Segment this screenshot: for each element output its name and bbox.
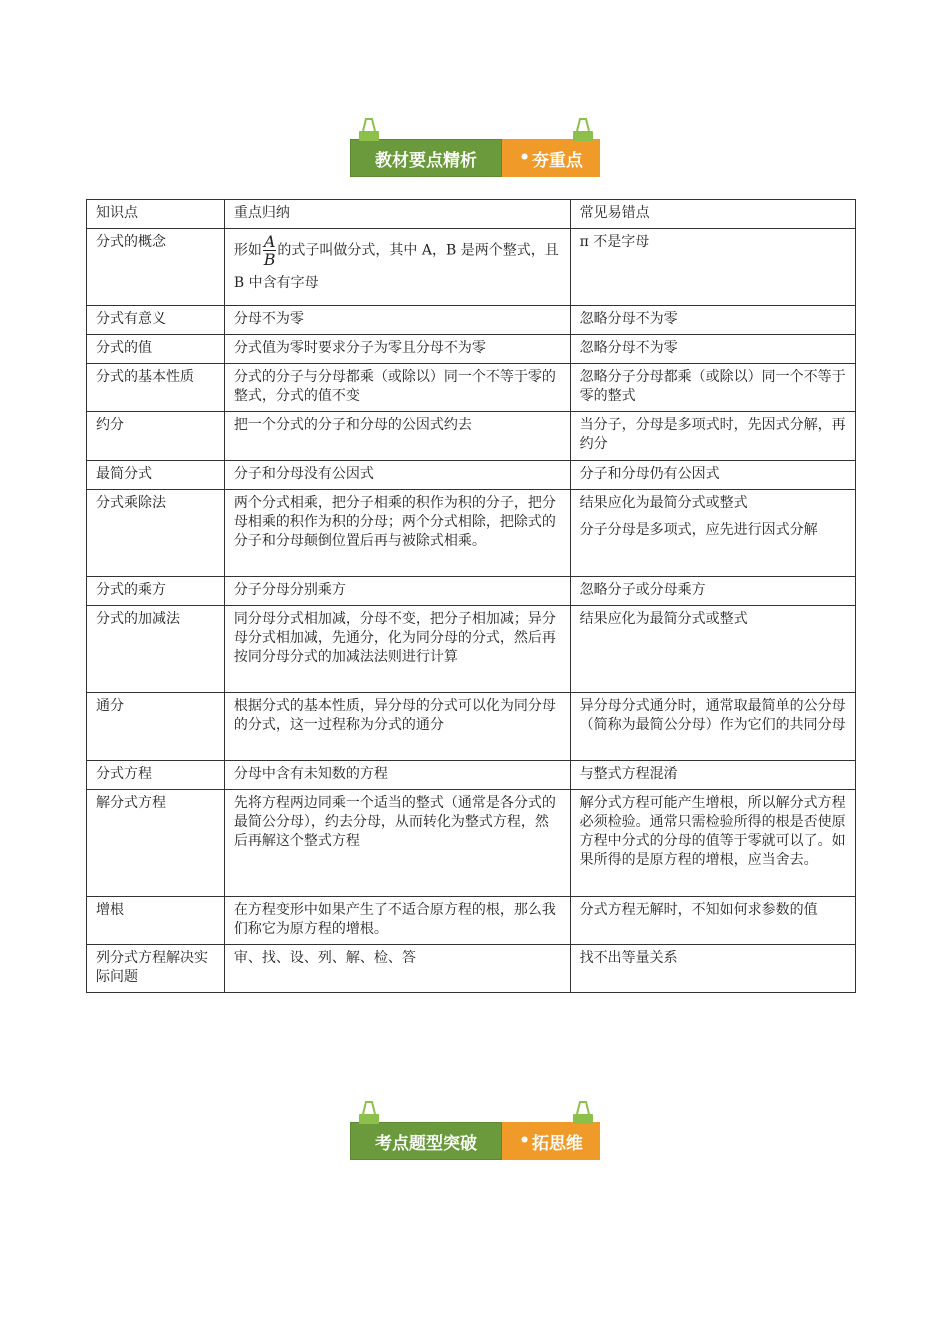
topic-cell: 分式的基本性质 xyxy=(87,364,225,412)
table-row xyxy=(87,461,856,490)
topic-cell: 增根 xyxy=(87,897,225,945)
error-cell: 分子和分母仍有公因式 xyxy=(570,461,855,490)
fraction-denominator: B xyxy=(263,250,276,269)
table-row xyxy=(87,335,856,364)
topic-cell: 分式的概念 xyxy=(87,229,225,306)
point-cell: 在方程变形中如果产生了不适合原方程的根，那么我们称它为原方程的增根。 xyxy=(224,897,570,945)
knowledge-table xyxy=(86,199,856,993)
table-row xyxy=(87,790,856,897)
table-row xyxy=(87,229,856,306)
banner-dot: • xyxy=(519,148,530,168)
error-cell: 分式方程无解时，不知如何求参数的值 xyxy=(570,897,855,945)
header-cell: 重点归纳 xyxy=(224,200,570,229)
point-cell: 根据分式的基本性质，异分母的分式可以化为同分母的分式，这一过程称为分式的通分 xyxy=(224,693,570,761)
banner-main-title: 考点题型突破 xyxy=(350,1122,502,1160)
table-row xyxy=(87,897,856,945)
topic-cell: 通分 xyxy=(87,693,225,761)
error-text: 结果应化为最简分式或整式 xyxy=(579,495,748,511)
error-cell: 忽略分母不为零 xyxy=(570,306,855,335)
section-banner-key-points xyxy=(350,139,600,177)
error-cell: 忽略分子分母都乘（或除以）同一个不等于零的整式 xyxy=(570,364,855,412)
point-cell: 同分母分式相加减，分母不变，把分子相加减；异分母分式相加减，先通分，化为同分母的分式，然后再按同分母分式的加减法法则进行计算 xyxy=(224,606,570,693)
topic-cell: 最简分式 xyxy=(87,461,225,490)
topic-cell: 分式的乘方 xyxy=(87,577,225,606)
error-cell: 异分母分式通分时，通常取最简单的公分母（简称为最简公分母）作为它们的共同分母 xyxy=(570,693,855,761)
topic-cell: 分式的值 xyxy=(87,335,225,364)
table-row xyxy=(87,364,856,412)
point-cell: 两个分式相乘，把分子相乘的积作为积的分子，把分母相乘的积作为积的分母；两个分式相除，把除式的分子和分母颠倒位置后再与被除式相乘。 xyxy=(224,490,570,577)
point-cell: 分子和分母没有公因式 xyxy=(224,461,570,490)
topic-cell: 分式的加减法 xyxy=(87,606,225,693)
topic-cell: 分式乘除法 xyxy=(87,490,225,577)
point-cell: 分式值为零时要求分子为零且分母不为零 xyxy=(224,335,570,364)
point-cell xyxy=(224,229,570,306)
point-suffix: 的式子叫做分式，其中 A，B 是两个整式，且 B 中含有字母 xyxy=(233,242,559,291)
topic-cell: 解分式方程 xyxy=(87,790,225,897)
error-cell xyxy=(570,490,855,577)
binder-clip-icon xyxy=(572,117,594,143)
banner-accent xyxy=(502,139,600,177)
point-prefix: 形如 xyxy=(233,242,262,259)
table-row xyxy=(87,306,856,335)
section-banner-exam-types xyxy=(350,1122,600,1160)
banner-main-title: 教材要点精析 xyxy=(350,139,502,177)
point-cell: 把一个分式的分子和分母的公因式约去 xyxy=(224,412,570,461)
error-cell: 忽略分子或分母乘方 xyxy=(570,577,855,606)
point-cell: 审、找、设、列、解、检、答 xyxy=(224,945,570,993)
binder-clip-icon xyxy=(572,1100,594,1126)
binder-clip-icon xyxy=(358,117,380,143)
error-cell: 当分子，分母是多项式时，先因式分解，再约分 xyxy=(570,412,855,461)
point-cell: 分母中含有未知数的方程 xyxy=(224,761,570,790)
banner-accent-text: 拓思维 xyxy=(531,1133,583,1154)
error-cell: 找不出等量关系 xyxy=(570,945,855,993)
fraction-numerator: A xyxy=(263,232,276,251)
header-cell: 知识点 xyxy=(87,200,225,229)
table-row xyxy=(87,412,856,461)
table-row xyxy=(87,945,856,993)
banner-dot: • xyxy=(519,1131,530,1151)
table-row xyxy=(87,490,856,577)
table-row xyxy=(87,606,856,693)
banner-accent xyxy=(502,1122,600,1160)
error-cell: 结果应化为最简分式或整式 xyxy=(570,606,855,693)
topic-cell: 分式方程 xyxy=(87,761,225,790)
point-cell: 分式的分子与分母都乘（或除以）同一个不等于零的整式，分式的值不变 xyxy=(224,364,570,412)
table-row xyxy=(87,577,856,606)
binder-clip-icon xyxy=(358,1100,380,1126)
error-cell: π 不是字母 xyxy=(570,229,855,306)
table-row xyxy=(87,693,856,761)
error-cell: 解分式方程可能产生增根，所以解分式方程必须检验。通常只需检验所得的根是否使原方程中分式的分母的值等于零就可以了。如果所得的是原方程的增根，应当舍去。 xyxy=(570,790,855,897)
topic-cell: 列分式方程解决实际问题 xyxy=(87,945,225,993)
topic-cell: 约分 xyxy=(87,412,225,461)
error-cell: 与整式方程混淆 xyxy=(570,761,855,790)
error-text-2: 分子分母是多项式，应先进行因式分解 xyxy=(579,522,818,538)
table-header-row xyxy=(87,200,856,229)
error-cell: 忽略分母不为零 xyxy=(570,335,855,364)
banner-accent-text: 夯重点 xyxy=(531,150,583,171)
header-cell: 常见易错点 xyxy=(570,200,855,229)
fraction-a-over-b xyxy=(263,233,277,268)
table-row xyxy=(87,761,856,790)
point-cell: 先将方程两边同乘一个适当的整式（通常是各分式的最简公分母），约去分母，从而转化为整式方程，然后再解这个整式方程 xyxy=(224,790,570,897)
point-cell: 分子分母分别乘方 xyxy=(224,577,570,606)
point-cell: 分母不为零 xyxy=(224,306,570,335)
topic-cell: 分式有意义 xyxy=(87,306,225,335)
